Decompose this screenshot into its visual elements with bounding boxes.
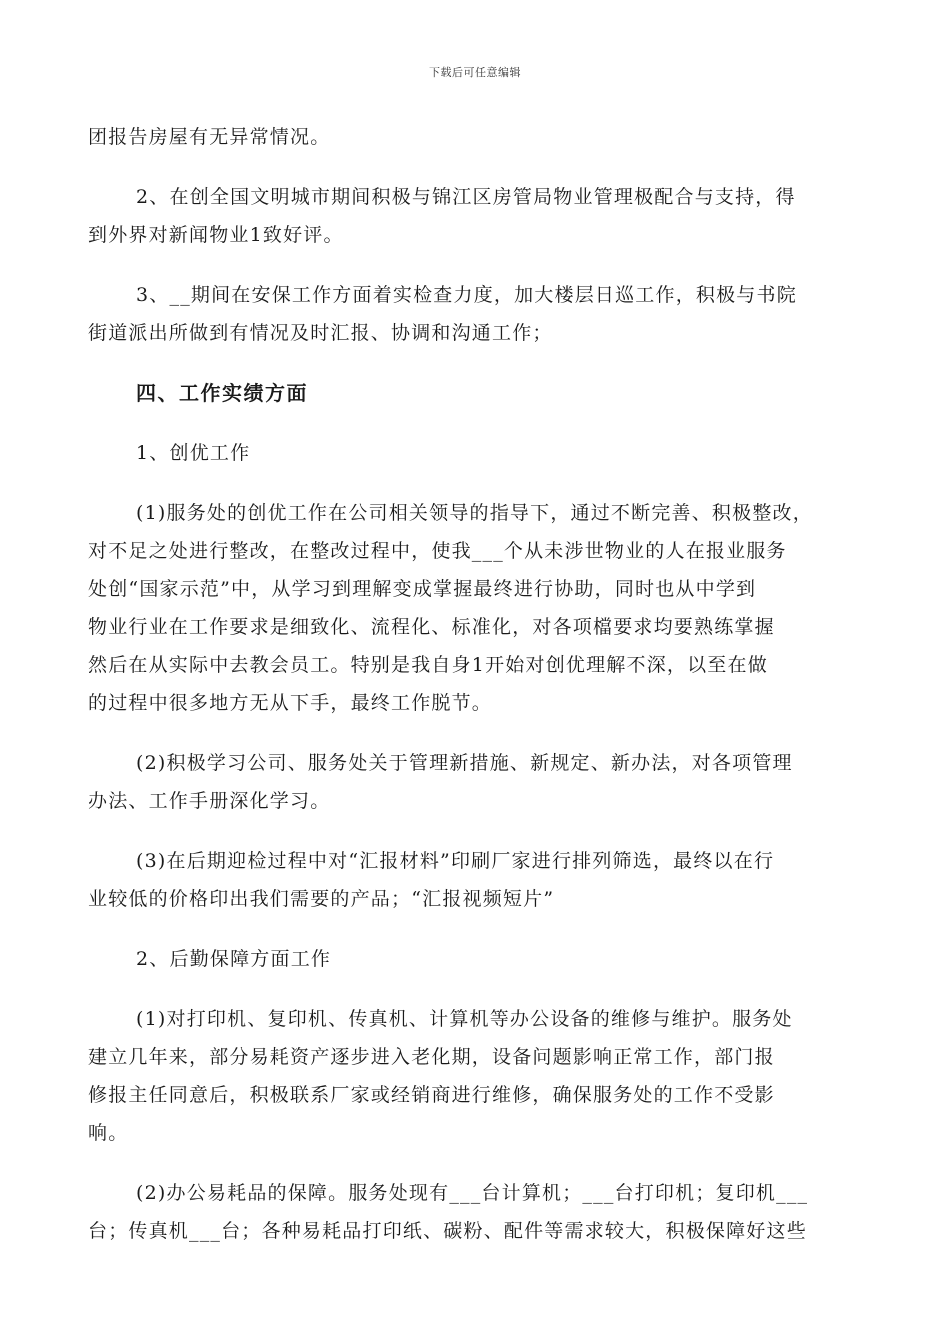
paragraph — [88, 1174, 868, 1250]
text-line: 2、在创全国文明城市期间积极与锦江区房管局物业管理极配合与支持，得 — [136, 186, 796, 208]
text-line: 建立几年来，部分易耗资产逐步进入老化期，设备问题影响正常工作，部门报 — [88, 1046, 775, 1068]
text-line: 的过程中很多地方无从下手，最终工作脱节。 — [88, 692, 493, 714]
paragraph — [88, 842, 868, 918]
section-heading: 四、工作实绩方面 — [136, 381, 308, 405]
subsection-title — [88, 434, 868, 472]
paragraph — [88, 744, 868, 820]
text-line: 办法、工作手册深化学习。 — [88, 790, 331, 812]
text-line: 处创“国家示范”中，从学习到理解变成掌握最终进行协助，同时也从中学到 — [88, 578, 757, 600]
text-line: (2)积极学习公司、服务处关于管理新措施、新规定、新办法，对各项管理 — [136, 752, 793, 774]
text-line: 2、后勤保障方面工作 — [136, 948, 332, 970]
text-line: 1、创优工作 — [136, 442, 251, 464]
text-line: 对不足之处进行整改，在整改过程中，使我___个从未涉世物业的人在报业服务 — [88, 540, 787, 562]
text-line: (1)对打印机、复印机、传真机、计算机等办公设备的维修与维护。服务处 — [136, 1008, 793, 1030]
subsection-title — [88, 940, 868, 978]
text-line: 响。 — [88, 1122, 129, 1144]
text-line: 街道派出所做到有情况及时汇报、协调和沟通工作； — [88, 322, 553, 344]
text-line: 然后在从实际中去教会员工。特别是我自身1开始对创优理解不深，以至在做 — [88, 654, 768, 676]
text-line: (2)办公易耗品的保障。服务处现有___台计算机；___台打印机；复印机___ — [136, 1182, 809, 1204]
page-header: 下载后可任意编辑 — [429, 66, 521, 79]
text-line: 物业行业在工作要求是细致化、流程化、标准化，对各项檔要求均要熟练掌握 — [88, 616, 775, 638]
text-line: (1)服务处的创优工作在公司相关领导的指导下，通过不断完善、积极整改， — [136, 502, 813, 524]
text-line: 业较低的价格印出我们需要的产品；“汇报视频短片” — [88, 888, 555, 910]
paragraph — [88, 178, 868, 254]
text-line: 到外界对新闻物业1致好评。 — [88, 224, 344, 246]
paragraph — [88, 1000, 868, 1152]
text-line: 团报告房屋有无异常情况。 — [88, 126, 331, 148]
text-line: 3、__期间在安保工作方面着实检查力度，加大楼层日巡工作，积极与书院 — [136, 284, 797, 306]
paragraph — [88, 276, 868, 352]
paragraph — [88, 494, 868, 722]
paragraph — [88, 118, 868, 156]
text-line: 台；传真机___台；各种易耗品打印纸、碳粉、配件等需求较大，积极保障好这些 — [88, 1220, 807, 1242]
text-line: (3)在后期迎检过程中对“汇报材料”印刷厂家进行排列筛选，最终以在行 — [136, 850, 775, 872]
document-body — [88, 118, 868, 1272]
text-line: 修报主任同意后，积极联系厂家或经销商进行维修，确保服务处的工作不受影 — [88, 1084, 775, 1106]
